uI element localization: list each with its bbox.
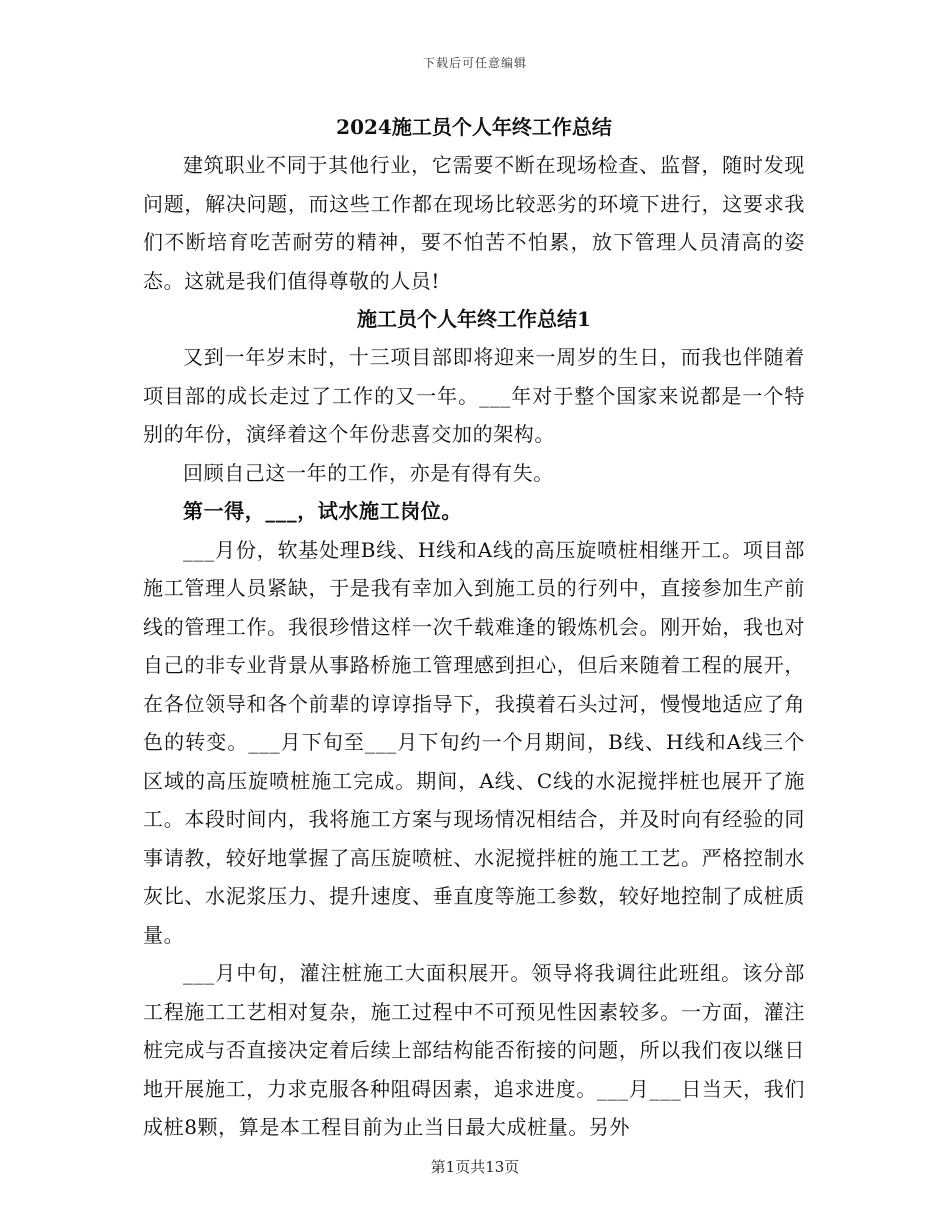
page-number: 第1页共13页 <box>430 1158 520 1176</box>
document-body <box>143 108 805 1147</box>
subheading-paragraph: 第一得，___，试水施工岗位。 <box>183 499 462 523</box>
header-note: 下载后可任意编辑 <box>422 56 527 70</box>
body-paragraph: 回顾自己这一年的工作，亦是有得有失。 <box>183 460 554 485</box>
section-title: 施工员个人年终工作总结1 <box>357 307 591 331</box>
body-paragraph: ___月中旬，灌注桩施工大面积展开。领导将我调往此班组。该分部工程施工工艺相对复杂，施工过程中不可预见性因素较多。一方面，灌注桩完成与否直接决定着后续上部结构能否衔接的问题，所以我们夜以继日地开展施工，力求克服各种阻碍因素，追求进度。___月___日当天，我们成桩8颗，算是本工程目前为止当日最大成桩量。另外 <box>143 961 805 1139</box>
body-paragraph: ___月份，软基处理B线、H线和A线的高压旋喷桩相继开工。项目部施工管理人员紧缺，于是我有幸加入到施工员的行列中，直接参加生产前线的管理工作。我很珍惜这样一次千载难逢的锻炼机会。刚开始，我也对自己的非专业背景从事路桥施工管理感到担心，但后来随着工程的展开，在各位领导和各个前辈的谆谆指导下，我摸着石头过河，慢慢地适应了角色的转变。___月下旬至___月下旬约一个月期间，B线、H线和A线三个区域的高压旋喷桩施工完成。期间，A线、C线的水泥搅拌桩也展开了施工。本段时间内，我将施工方案与现场情况相结合，并及时向有经验的同事请教，较好地掌握了高压旋喷桩、水泥搅拌桩的施工工艺。严格控制水灰比、水泥浆压力、提升速度、垂直度等施工参数，较好地控制了成桩质量。 <box>143 537 805 947</box>
body-paragraph: 又到一年岁末时，十三项目部即将迎来一周岁的生日，而我也伴随着项目部的成长走过了工作的又一年。___年对于整个国家来说都是一个特别的年份，演绎着这个年份悲喜交加的架构。 <box>143 345 805 446</box>
intro-paragraph: 建筑职业不同于其他行业，它需要不断在现场检查、监督，随时发现问题，解决问题，而这些工作都在现场比较恶劣的环境下进行，这要求我们不断培育吃苦耐劳的精神，要不怕苦不怕累，放下管理人员清高的姿态。这就是我们值得尊敬的人员! <box>143 153 805 293</box>
document-title: 2024施工员个人年终工作总结 <box>336 115 612 139</box>
